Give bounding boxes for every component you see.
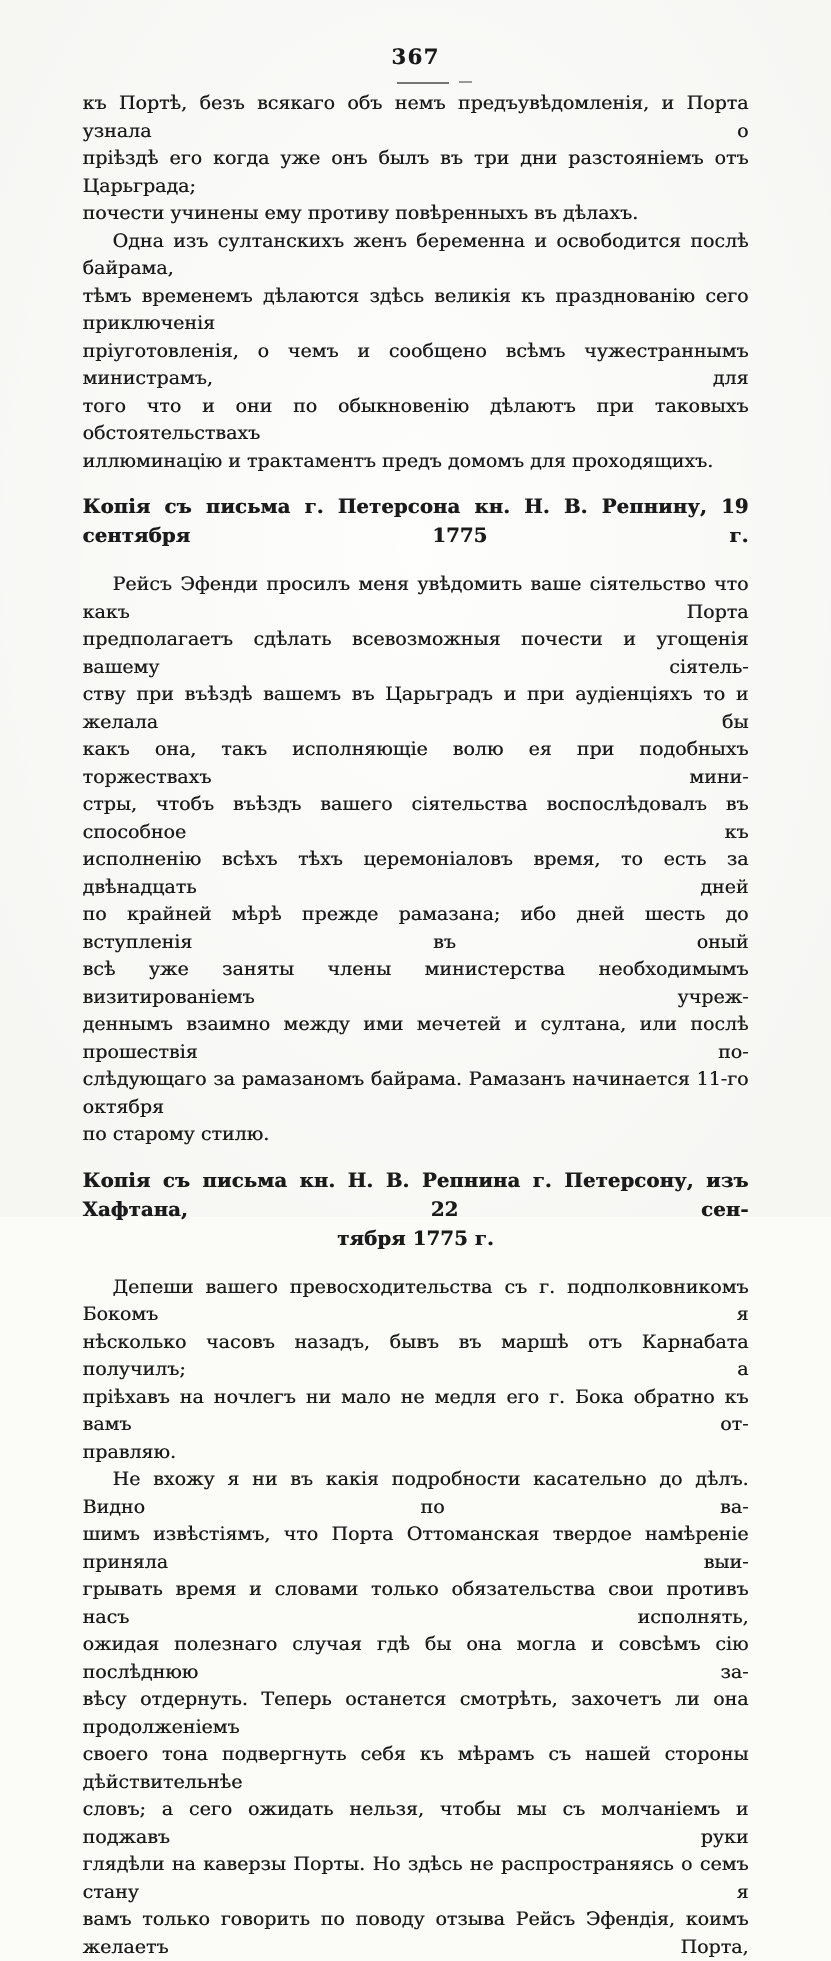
paragraph-reis-efendi: [83, 571, 749, 1149]
paragraph-continuation: [83, 90, 749, 228]
text-line: ожидая полезнаго случая гдѣ бы она могла и совсѣмъ сію послѣднюю за-: [82, 1633, 749, 1683]
text-line: словъ; а сего ожидать нельзя, чтобы мы съ молчаніемъ и поджавъ руки: [82, 1798, 749, 1848]
text-line: деннымъ взаимно между ими мечетей и султана, или послѣ прошествія по-: [82, 1013, 749, 1063]
text-line: нѣсколько часовъ назадъ, бывъ въ маршѣ отъ Карнабата получилъ; а: [82, 1330, 749, 1380]
text-line: правляю.: [82, 1440, 176, 1463]
text-line: Депеши вашего превосходительства съ г. подполковникомъ Бокомъ я: [82, 1275, 749, 1325]
text-line: тѣмъ временемъ дѣлаются здѣсь великія къ празднованію сего приключенія: [82, 284, 749, 334]
letter-heading-peterson-to-repnin: [83, 492, 749, 550]
text-line: ству при въѣздѣ вашемъ въ Царьградъ и при аудіенціяхъ то и желала бы: [82, 683, 749, 733]
heading-line: Копія съ письма г. Петерсона кн. Н. В. Репнину, 19 сентября 1775 г.: [82, 495, 749, 547]
heading-line: тября 1775 г.: [337, 1226, 494, 1250]
paragraph-dispatches: [83, 1274, 749, 1467]
text-line: вѣсу отдернуть. Теперь останется смотрѣть, захочетъ ли она продолженіемъ: [82, 1688, 749, 1738]
text-line: къ Портѣ, безъ всякаго объ немъ предъувѣдомленія, и Порта узнала о: [82, 92, 749, 142]
paragraph-sultan-news: [83, 228, 749, 476]
text-line: шимъ извѣстіямъ, что Порта Оттоманская твердое намѣреніе приняла выи-: [82, 1523, 749, 1573]
text-line: вамъ только говорить по поводу отзыва Рейсъ Эфендія, коимъ желаетъ Порта,: [82, 1908, 749, 1958]
page-header: [0, 0, 831, 78]
page-text: [83, 90, 749, 1961]
heading-line: Копія съ письма кн. Н. В. Репнина г. Петерсону, изъ Хафтана, 22 сен-: [82, 1168, 749, 1221]
text-line: своего тона подвергнуть себя къ мѣрамъ съ нашей стороны дѣйствительнѣе: [82, 1743, 749, 1793]
page-number-rule: [0, 72, 831, 78]
text-line: пріуготовленія, о чемъ и сообщено всѣмъ чужестраннымъ министрамъ, для: [82, 339, 749, 389]
text-line: пріѣздѣ его когда уже онъ былъ въ три дни разстояніемъ отъ Царьграда;: [82, 147, 749, 197]
text-line: Рейсъ Эфенди просилъ меня увѣдомить ваше сіятельство что какъ Порта: [82, 573, 749, 623]
text-line: Одна изъ султанскихъ женъ беременна и освободится послѣ байрама,: [82, 229, 749, 279]
rule-dash: [459, 81, 472, 83]
text-line: предполагаетъ сдѣлать всевозможныя почести и угощенія вашему сіятель-: [82, 628, 749, 678]
text-line: какъ она, такъ исполняющіе волю ея при подобныхъ торжествахъ мини-: [82, 738, 749, 788]
text-line: Не вхожу я ни въ какія подробности касательно до дѣлъ. Видно по ва-: [82, 1468, 749, 1518]
text-line: исполненію всѣхъ тѣхъ церемоніаловъ время, то есть за двѣнадцать дней: [82, 848, 749, 898]
text-line: почести учинены ему противу повѣренныхъ въ дѣлахъ.: [82, 202, 639, 224]
page-number: 367: [391, 44, 440, 69]
text-line: иллюминацію и трактаментъ предъ домомъ для проходящихъ.: [82, 449, 714, 472]
text-line: глядѣли на каверзы Порты. Но здѣсь не распространяясь о семъ стану я: [82, 1853, 749, 1903]
text-line: слѣдующаго за рамазаномъ байрама. Рамазанъ начинается 11-го октября: [82, 1068, 749, 1118]
text-line: всѣ уже заняты члены министерства необходимымъ визитированіемъ учреж-: [82, 958, 749, 1008]
text-line: по крайней мѣрѣ прежде рамазана; ибо дней шесть до вступленія въ оный: [82, 903, 749, 953]
letter-heading-repnin-to-peterson: [83, 1166, 749, 1253]
text-line: по старому стилю.: [82, 1123, 270, 1145]
text-line: того что и они по обыкновенію дѣлаютъ при таковыхъ обстоятельствахъ: [82, 394, 749, 444]
text-line: стры, чтобъ въѣздъ вашего сіятельства воспослѣдовалъ въ способное къ: [82, 793, 749, 843]
text-line: грывать время и словами только обязательства свои противъ насъ исполнять,: [82, 1578, 749, 1628]
rule-segment: [397, 82, 449, 84]
text-line: пріѣхавъ на ночлегъ ни мало не медля его г. Бока обратно къ вамъ от-: [82, 1385, 749, 1435]
paragraph-porta-intentions: [83, 1466, 749, 1961]
